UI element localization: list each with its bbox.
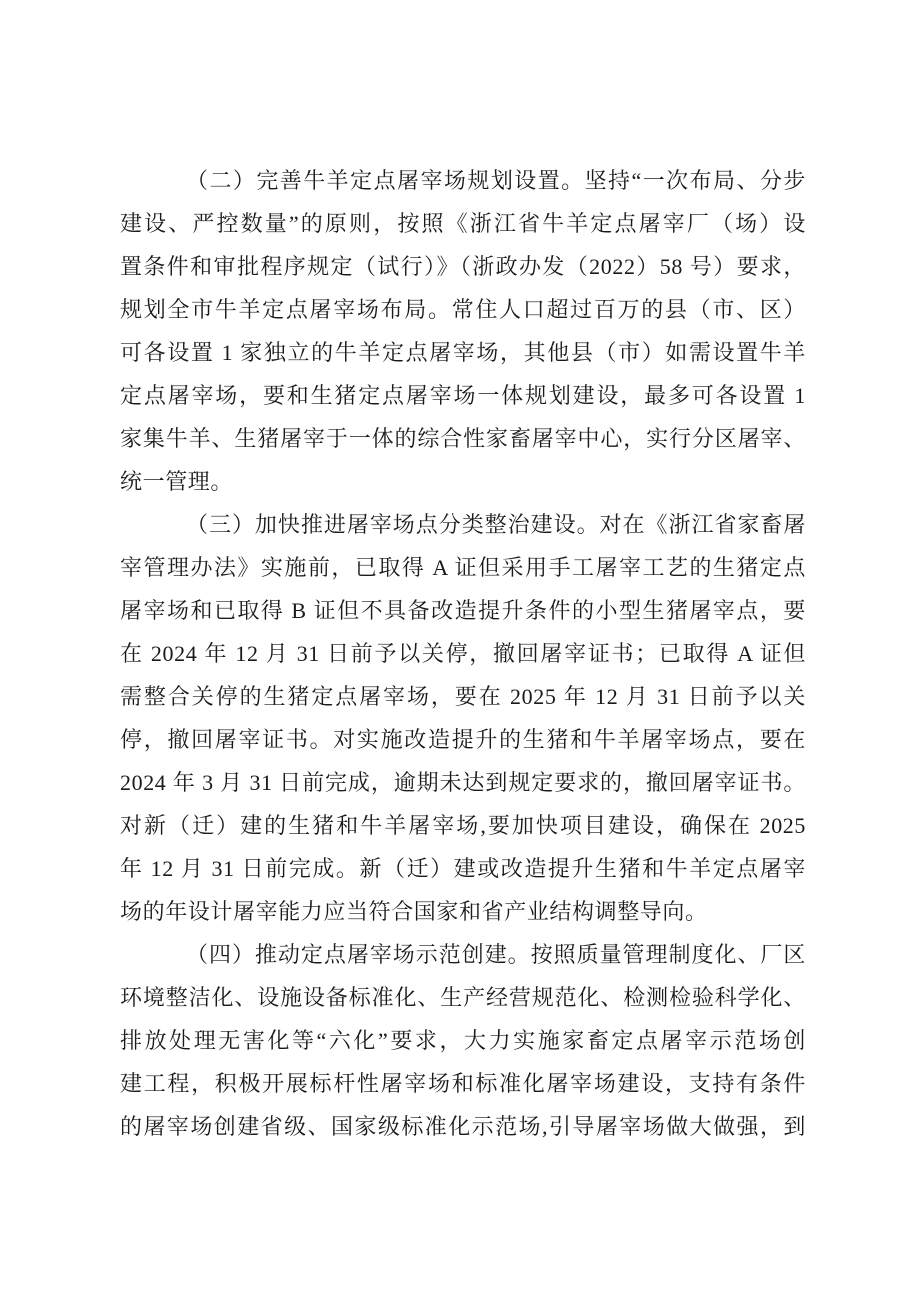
text-line: 2024 年 3 月 31 日前完成，逾期未达到规定要求的，撤回屠宰证书。 [120, 770, 806, 795]
text-line: 场的年设计屠宰能力应当符合国家和省产业结构调整导向。 [120, 899, 708, 924]
text-line: 排放处理无害化等“六化”要求，大力实施家畜定点屠宰示范场创 [120, 1028, 806, 1053]
text-line: 统一管理。 [120, 469, 234, 494]
text-line: 规划全市牛羊定点屠宰场布局。常住人口超过百万的县（市、区） [120, 297, 806, 322]
text-line: 环境整洁化、设施设备标准化、生产经营规范化、检测检验科学化、 [120, 985, 806, 1010]
text-line: 年 12 月 31 日前完成。新（迁）建或改造提升生猪和牛羊定点屠宰 [120, 856, 806, 881]
text-line: 宰管理办法》实施前，已取得 A 证但采用手工屠宰工艺的生猪定点 [120, 555, 806, 580]
paragraph-section-three [120, 503, 806, 933]
text-line: 置条件和审批程序规定（试行）》（浙政办发（2022）58 号）要求， [120, 254, 806, 279]
text-line: 家集牛羊、生猪屠宰于一体的综合性家畜屠宰中心，实行分区屠宰、 [120, 426, 806, 451]
text-line: 的屠宰场创建省级、国家级标准化示范场,引导屠宰场做大做强，到 [120, 1114, 806, 1139]
paragraph-section-two [120, 159, 806, 503]
text-line: （二）完善牛羊定点屠宰场规划设置。坚持“一次布局、分步 [186, 168, 806, 193]
body-text [120, 159, 806, 1148]
text-line: 建设、严控数量”的原则，按照《浙江省牛羊定点屠宰厂（场）设 [120, 211, 806, 236]
text-line: 屠宰场和已取得 B 证但不具备改造提升条件的小型生猪屠宰点，要 [120, 598, 806, 623]
text-line: 停，撤回屠宰证书。对实施改造提升的生猪和牛羊屠宰场点，要在 [120, 727, 806, 752]
text-line: 可各设置 1 家独立的牛羊定点屠宰场，其他县（市）如需设置牛羊 [120, 340, 806, 365]
text-line: （四）推动定点屠宰场示范创建。按照质量管理制度化、厂区 [186, 942, 806, 967]
text-line: 对新（迁）建的生猪和牛羊屠宰场,要加快项目建设，确保在 2025 [120, 813, 806, 838]
text-line: 在 2024 年 12 月 31 日前予以关停，撤回屠宰证书；已取得 A 证但 [120, 641, 806, 666]
text-line: 需整合关停的生猪定点屠宰场，要在 2025 年 12 月 31 日前予以关 [120, 684, 806, 709]
text-line: （三）加快推进屠宰场点分类整治建设。对在《浙江省家畜屠 [186, 512, 806, 537]
text-line: 建工程，积极开展标杆性屠宰场和标准化屠宰场建设，支持有条件 [120, 1071, 806, 1096]
paragraph-section-four [120, 933, 806, 1148]
text-line: 定点屠宰场，要和生猪定点屠宰场一体规划建设，最多可各设置 1 [120, 383, 806, 408]
